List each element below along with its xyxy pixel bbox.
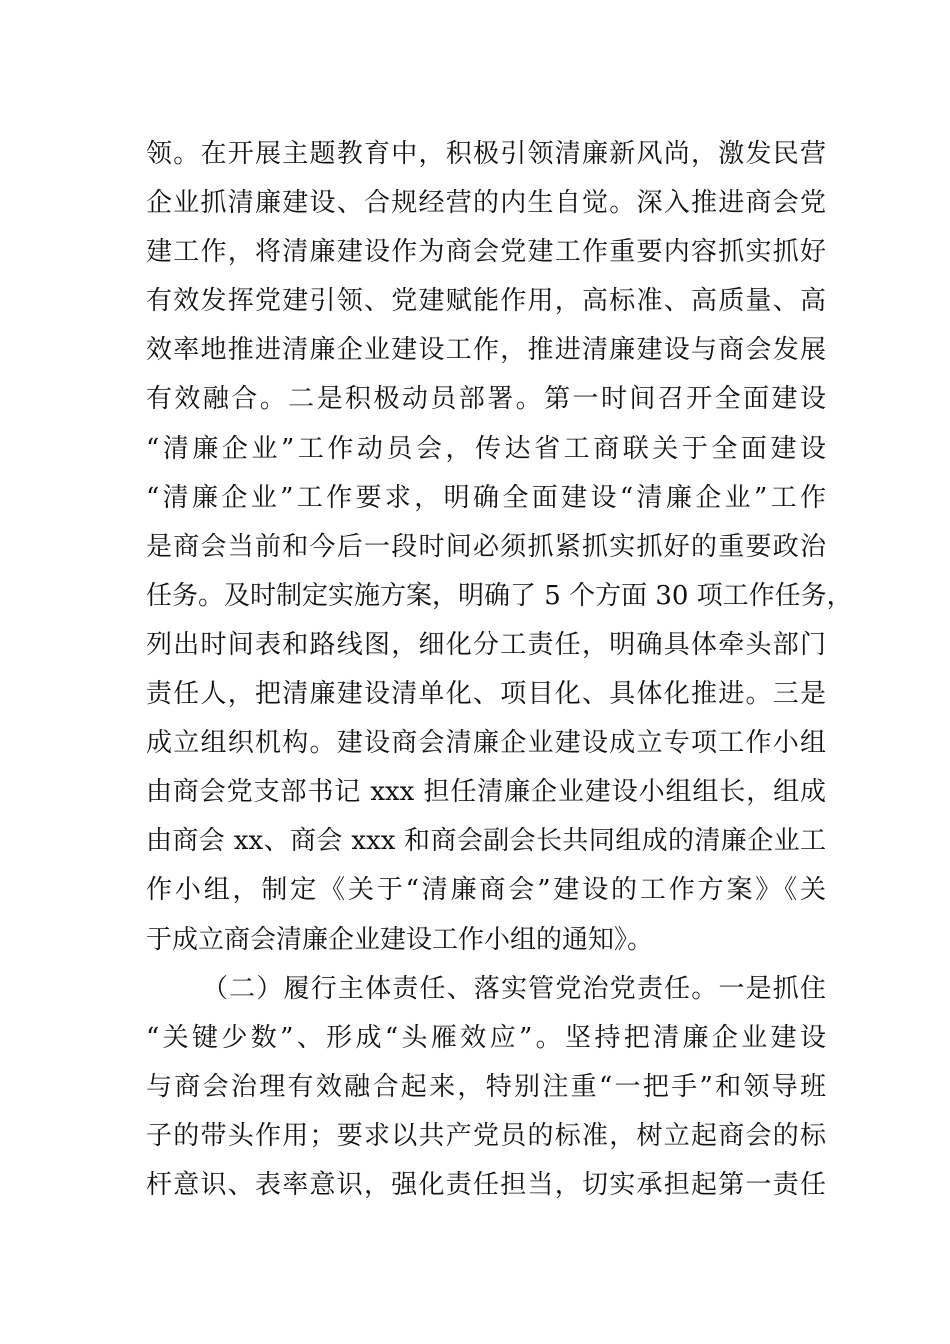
paragraph-line: 成立组织机构。建设商会清廉企业建设成立专项工作小组: [146, 728, 826, 759]
paragraph-line: 与商会治理有效融合起来，特别注重“一把手”和领导班: [146, 1071, 826, 1102]
paragraph-line: 杆意识、表率意识，强化责任担当，切实承担起第一责任: [146, 1169, 826, 1200]
paragraph-line: 由商会党支部书记 xxx 担任清廉企业建设小组组长，组成: [146, 777, 826, 808]
paragraph-line: 企业抓清廉建设、合规经营的内生自觉。深入推进商会党: [146, 188, 826, 219]
paragraph-line: 建工作，将清廉建设作为商会党建工作重要内容抓实抓好: [146, 237, 826, 268]
paragraph-line: 任务。及时制定实施方案，明确了 5 个方面 30 项工作任务，: [146, 580, 853, 611]
paragraph-line: 是商会当前和今后一段时间必须抓紧抓实抓好的重要政治: [146, 531, 826, 562]
document-body: [146, 130, 853, 1210]
paragraph-line: 有效发挥党建引领、党建赋能作用，高标准、高质量、高: [146, 286, 826, 317]
paragraph-line: 子的带头作用；要求以共产党员的标准，树立起商会的标: [146, 1120, 826, 1151]
paragraph-line: 于成立商会清廉企业建设工作小组的通知》。: [146, 924, 654, 955]
paragraph-line: 有效融合。二是积极动员部署。第一时间召开全面建设: [146, 384, 826, 415]
paragraph-line: 责任人，把清廉建设清单化、项目化、具体化推进。三是: [146, 679, 826, 710]
paragraph-line: “清廉企业”工作要求，明确全面建设“清廉企业”工作: [146, 482, 826, 513]
paragraph-line: 领。在开展主题教育中，积极引领清廉新风尚，激发民营: [146, 139, 826, 169]
paragraph-line: 作小组，制定《关于“清廉商会”建设的工作方案》《关: [146, 875, 826, 906]
paragraph-line: 效率地推进清廉企业建设工作，推进清廉建设与商会发展: [146, 335, 826, 366]
paragraph-line: “清廉企业”工作动员会，传达省工商联关于全面建设: [146, 433, 826, 464]
paragraph-line: 列出时间表和路线图，细化分工责任，明确具体牵头部门: [146, 629, 826, 660]
section-heading-line: （二）履行主体责任、落实管党治党责任。一是抓住: [202, 973, 826, 1004]
paragraph-line: 由商会 xx、商会 xxx 和商会副会长共同组成的清廉企业工: [146, 826, 826, 857]
paragraph-line: “关键少数”、形成“头雁效应”。坚持把清廉企业建设: [146, 1022, 826, 1053]
